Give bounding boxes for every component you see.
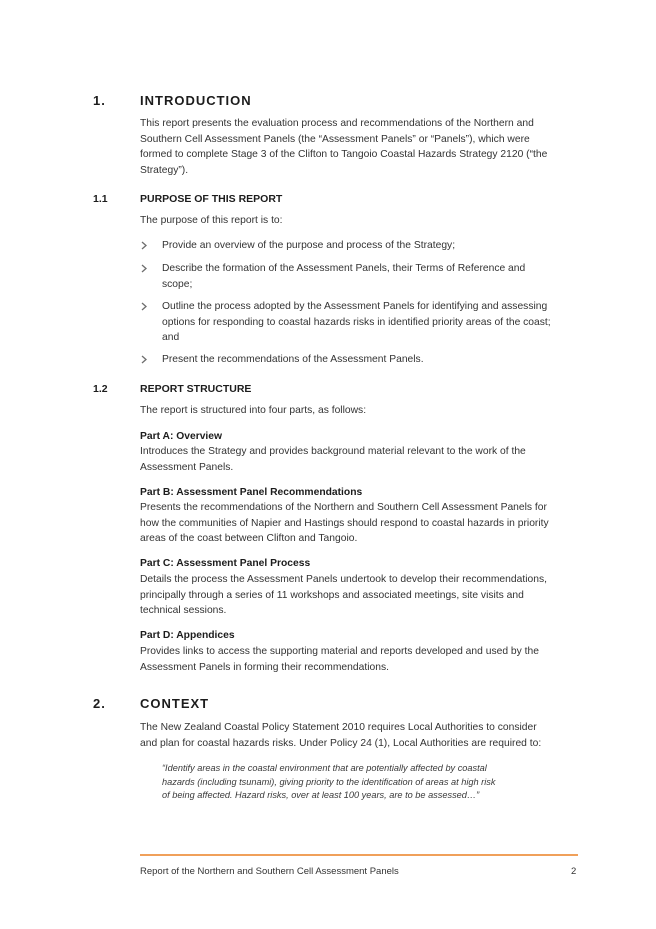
subsection-number: 1.2 xyxy=(93,383,108,395)
paragraph-line: The purpose of this report is to: xyxy=(140,215,283,226)
paragraph-line: Presents the recommendations of the Northern and Southern Cell Assessment Panels for xyxy=(140,502,547,513)
paragraph-line: and plan for coastal hazards risks. Under Policy 24 (1), Local Authorities are required to: xyxy=(140,737,542,749)
paragraph-line: technical sessions. xyxy=(140,605,227,616)
section-number: 2. xyxy=(93,696,106,711)
chevron-right-icon xyxy=(140,302,148,311)
bullet-text: and xyxy=(162,332,180,343)
paragraph-line: This report presents the evaluation process and recommendations of the Northern and xyxy=(140,118,534,129)
bullet-text: Present the recommendations of the Assessment Panels. xyxy=(162,354,424,365)
part-d-description xyxy=(140,644,580,675)
paragraph-line: areas of the coast between Clifton and Tangoio. xyxy=(140,533,358,544)
part-c-heading: Part C: Assessment Panel Process xyxy=(140,558,311,569)
paragraph-line: Introduces the Strategy and provides background material relevant to the work of the xyxy=(140,446,526,457)
quote-line: “Identify areas in the coastal environment that are potentially affected by coastal xyxy=(162,763,487,773)
bullet-text: scope; xyxy=(162,278,193,290)
paragraph-line: Details the process the Assessment Panels undertook to develop their recommendations, xyxy=(140,574,547,585)
part-d-heading: Part D: Appendices xyxy=(140,630,235,641)
chevron-right-icon xyxy=(140,355,148,364)
subsection-number: 1.1 xyxy=(93,193,108,205)
paragraph-line: Strategy”). xyxy=(140,164,189,176)
paragraph-line: The report is structured into four parts, as follows: xyxy=(140,405,367,416)
introduction-paragraph xyxy=(140,116,580,178)
bullet-text: Provide an overview of the purpose and process of the Strategy; xyxy=(162,240,456,251)
paragraph-line: Assessment Panels in forming their recommendations. xyxy=(140,661,389,673)
footer-divider xyxy=(140,854,578,856)
subsection-title: REPORT STRUCTURE xyxy=(140,383,252,395)
footer-title: Report of the Northern and Southern Cell Assessment Panels xyxy=(140,866,399,877)
section-title: INTRODUCTION xyxy=(140,93,252,108)
bullet-text: Outline the process adopted by the Assessment Panels for identifying and assessing xyxy=(162,301,548,312)
purpose-intro xyxy=(140,213,580,229)
quote-line: of being affected. Hazard risks, over at least 100 years, are to be assessed…” xyxy=(162,790,480,800)
paragraph-line: Southern Cell Assessment Panels (the “Assessment Panels” or “Panels”), which were xyxy=(140,133,530,145)
bullet-text: Describe the formation of the Assessment Panels, their Terms of Reference and xyxy=(162,263,526,274)
quote-line: hazards (including tsunami), giving priority to the identification of areas at high risk xyxy=(162,776,496,787)
bullet-text: options for responding to coastal hazards risks in identified priority areas of the coast; xyxy=(162,316,551,328)
page-number: 2 xyxy=(571,866,577,877)
context-paragraph xyxy=(140,720,580,751)
part-b-description xyxy=(140,500,580,547)
paragraph-line: how the communities of Napier and Hastings should respond to coastal hazards in priority xyxy=(140,517,549,529)
paragraph-line: formed to complete Stage 3 of the Clifton to Tangoio Coastal Hazards Strategy 2120 (“the xyxy=(140,149,548,160)
chevron-right-icon xyxy=(140,264,148,273)
chevron-right-icon xyxy=(140,241,148,250)
paragraph-line: Assessment Panels. xyxy=(140,461,234,473)
section-number: 1. xyxy=(93,93,106,108)
part-a-description xyxy=(140,444,580,475)
policy-quote xyxy=(162,762,542,803)
paragraph-line: principally through a series of 11 workshops and associated meetings, site visits and xyxy=(140,589,524,601)
section-title: CONTEXT xyxy=(140,696,210,711)
part-b-heading: Part B: Assessment Panel Recommendations xyxy=(140,487,363,498)
subsection-title: PURPOSE OF THIS REPORT xyxy=(140,193,283,205)
paragraph-line: Provides links to access the supporting material and reports developed and used by the xyxy=(140,646,539,657)
structure-intro xyxy=(140,403,580,419)
part-a-heading: Part A: Overview xyxy=(140,431,223,442)
part-c-description xyxy=(140,572,580,619)
paragraph-line: The New Zealand Coastal Policy Statement 2010 requires Local Authorities to consider xyxy=(140,722,537,733)
